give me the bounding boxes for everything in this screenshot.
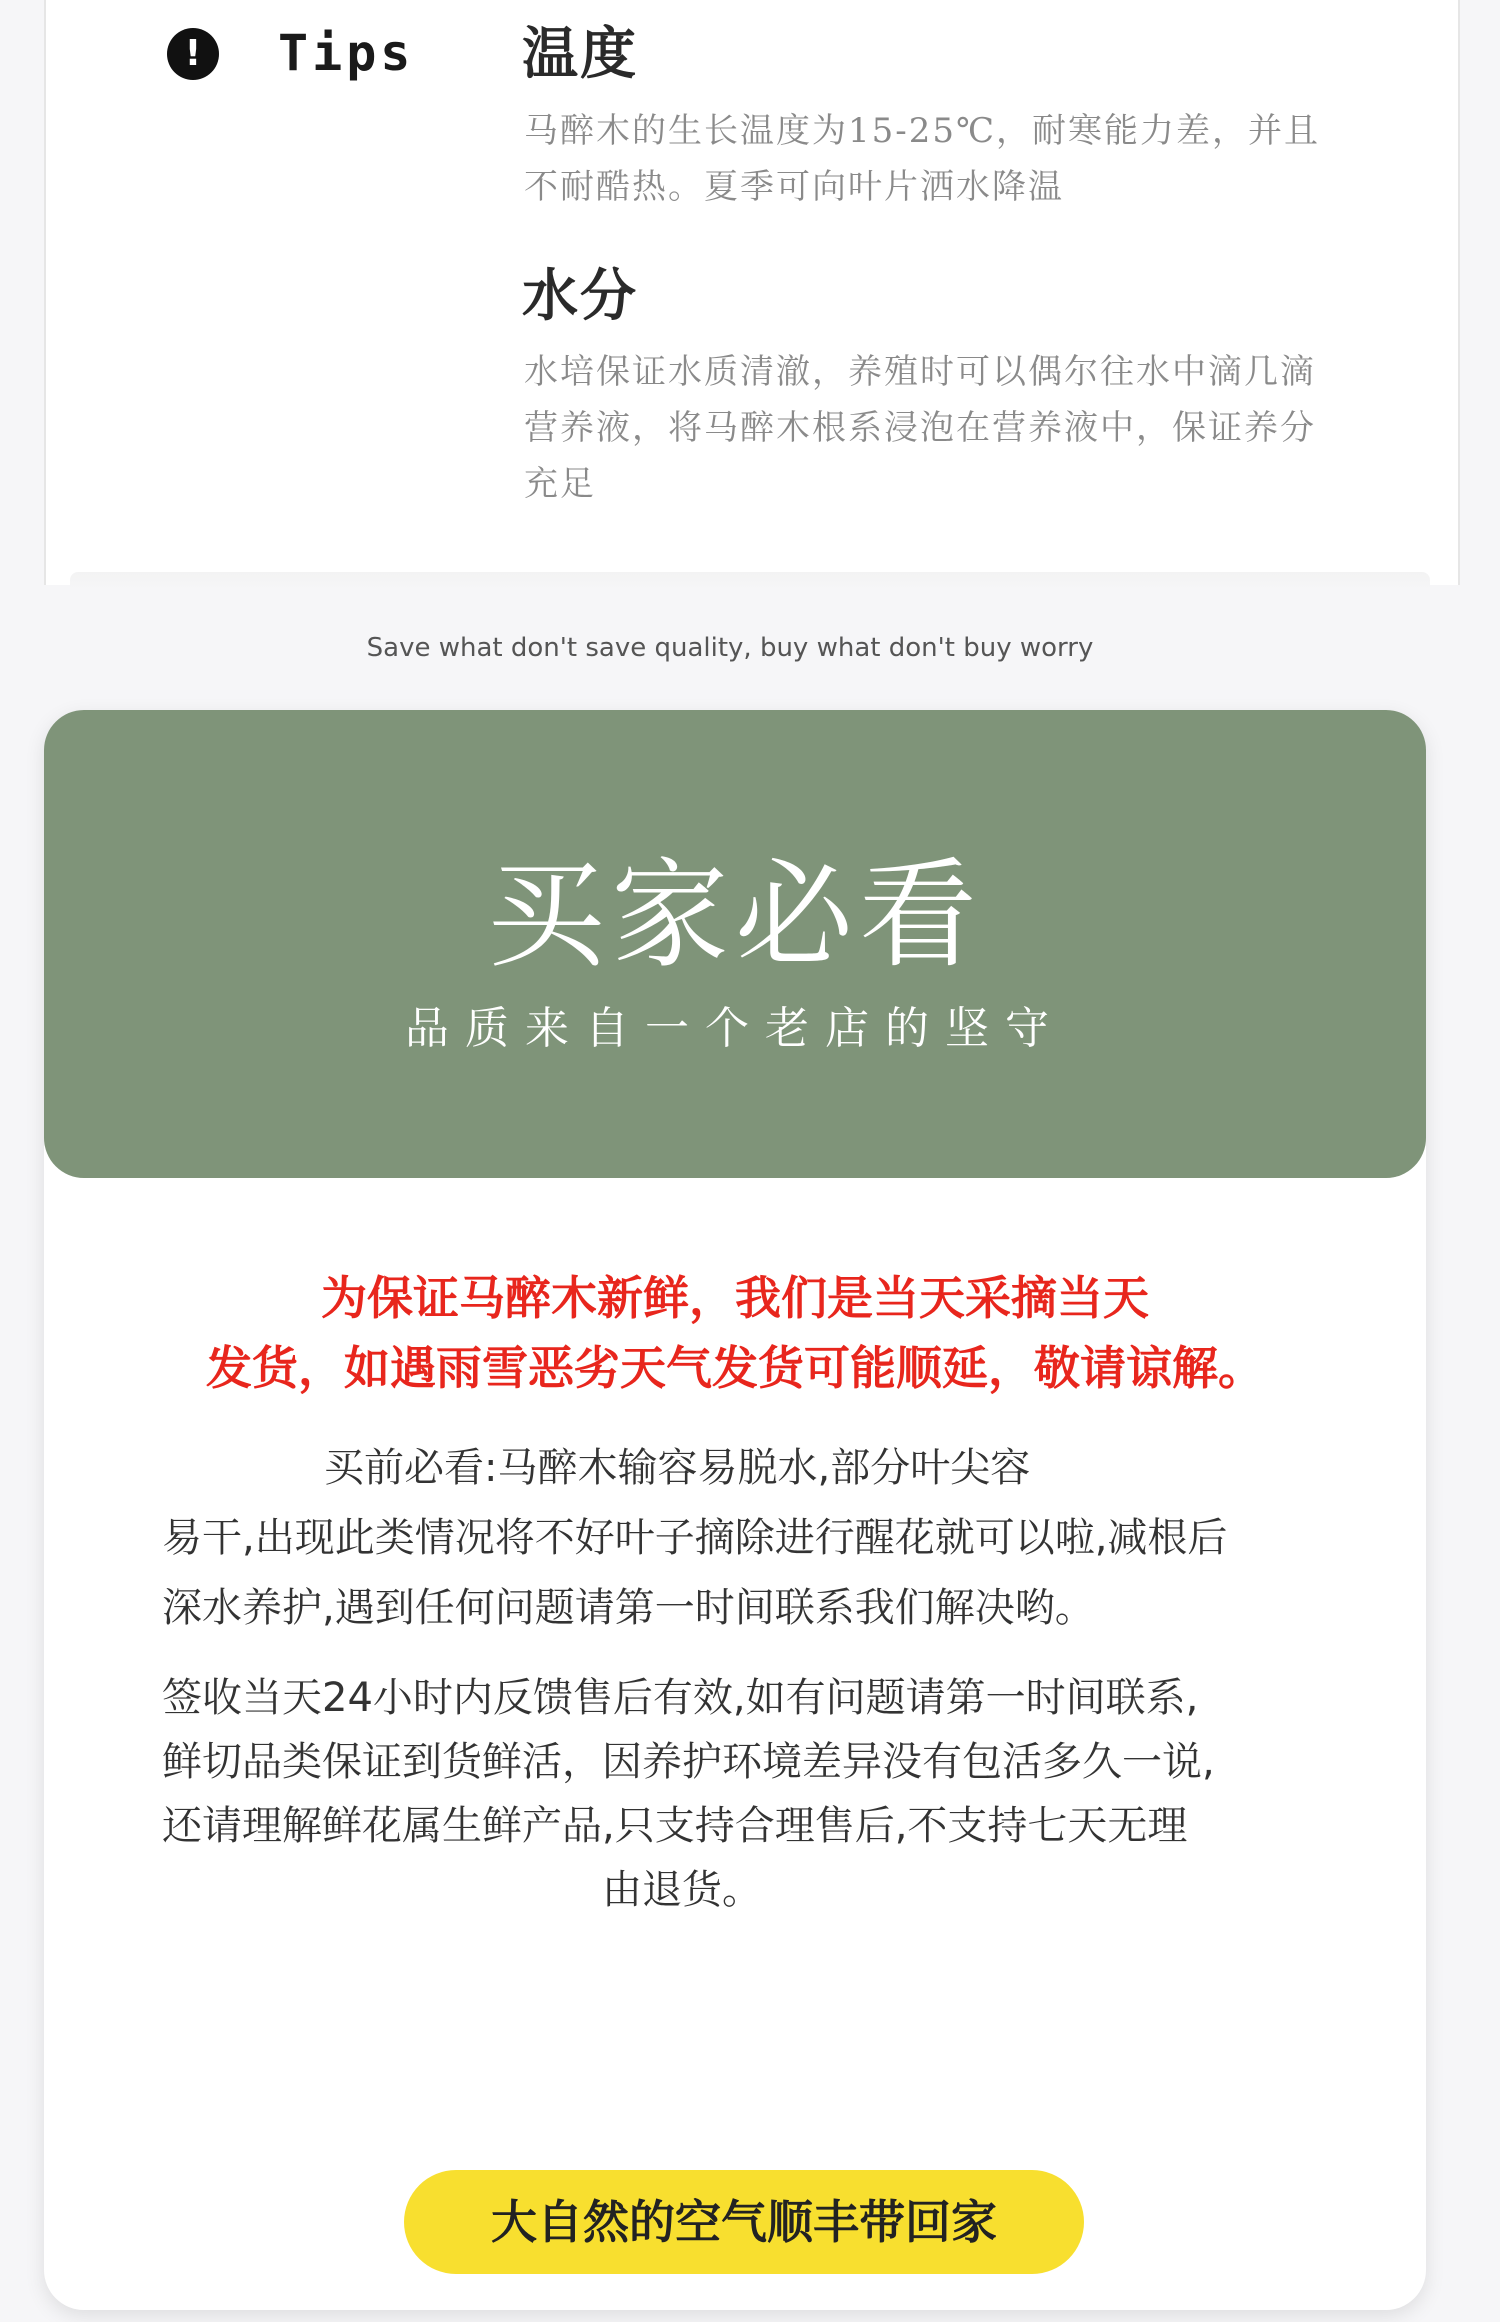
buyer-notice-card [44, 710, 1426, 2310]
banner [44, 710, 1426, 1178]
buy-notice-line-2: 易干,出现此类情况将不好叶子摘除进行醒花就可以啦,减根后 [162, 1515, 1228, 1561]
aftersale-notice-line-4: 由退货。 [602, 1867, 762, 1913]
tips-label: Tips [278, 24, 415, 82]
water-heading: 水分 [522, 263, 638, 329]
cta-button[interactable]: 大自然的空气顺丰带回家 [404, 2170, 1084, 2274]
water-text-line-2: 营养液，将马醉木根系浸泡在营养液中，保证养分 [524, 408, 1316, 448]
banner-subtitle: 品质来自一个老店的坚守 [405, 1003, 1065, 1054]
temperature-text-line-1: 马醉木的生长温度为15-25℃，耐寒能力差，并且 [524, 111, 1321, 151]
temperature-heading: 温度 [522, 21, 638, 87]
banner-title: 买家必看 [486, 846, 983, 984]
temperature-text-line-2: 不耐酷热。夏季可向叶片洒水降温 [524, 167, 1064, 207]
buy-notice-line-1: 买前必看:马醉木输容易脱水,部分叶尖容 [324, 1445, 1031, 1491]
aftersale-notice-line-2: 鲜切品类保证到货鲜活，因养护环境差异没有包活多久一说, [162, 1739, 1215, 1785]
water-text-line-1: 水培保证水质清澈，养殖时可以偶尔往水中滴几滴 [524, 352, 1316, 392]
aftersale-notice-line-3: 还请理解鲜花属生鲜产品,只支持合理售后,不支持七天无理 [162, 1803, 1188, 1849]
water-text-line-3: 充足 [524, 464, 596, 504]
aftersale-notice-line-1: 签收当天24小时内反馈售后有效,如有问题请第一时间联系, [162, 1675, 1199, 1721]
tips-card [44, 0, 1460, 585]
slogan: Save what don't save quality, buy what don't buy worry [366, 633, 1094, 663]
freshness-notice-line-1: 为保证马醉木新鲜，我们是当天采摘当天 [321, 1271, 1149, 1325]
buy-notice-line-3: 深水养护,遇到任何问题请第一时间联系我们解决哟。 [162, 1585, 1095, 1631]
exclamation-icon: ! [167, 28, 219, 80]
freshness-notice-line-2: 发货，如遇雨雪恶劣天气发货可能顺延，敬请谅解。 [206, 1341, 1264, 1395]
tips-card-divider [70, 572, 1430, 590]
